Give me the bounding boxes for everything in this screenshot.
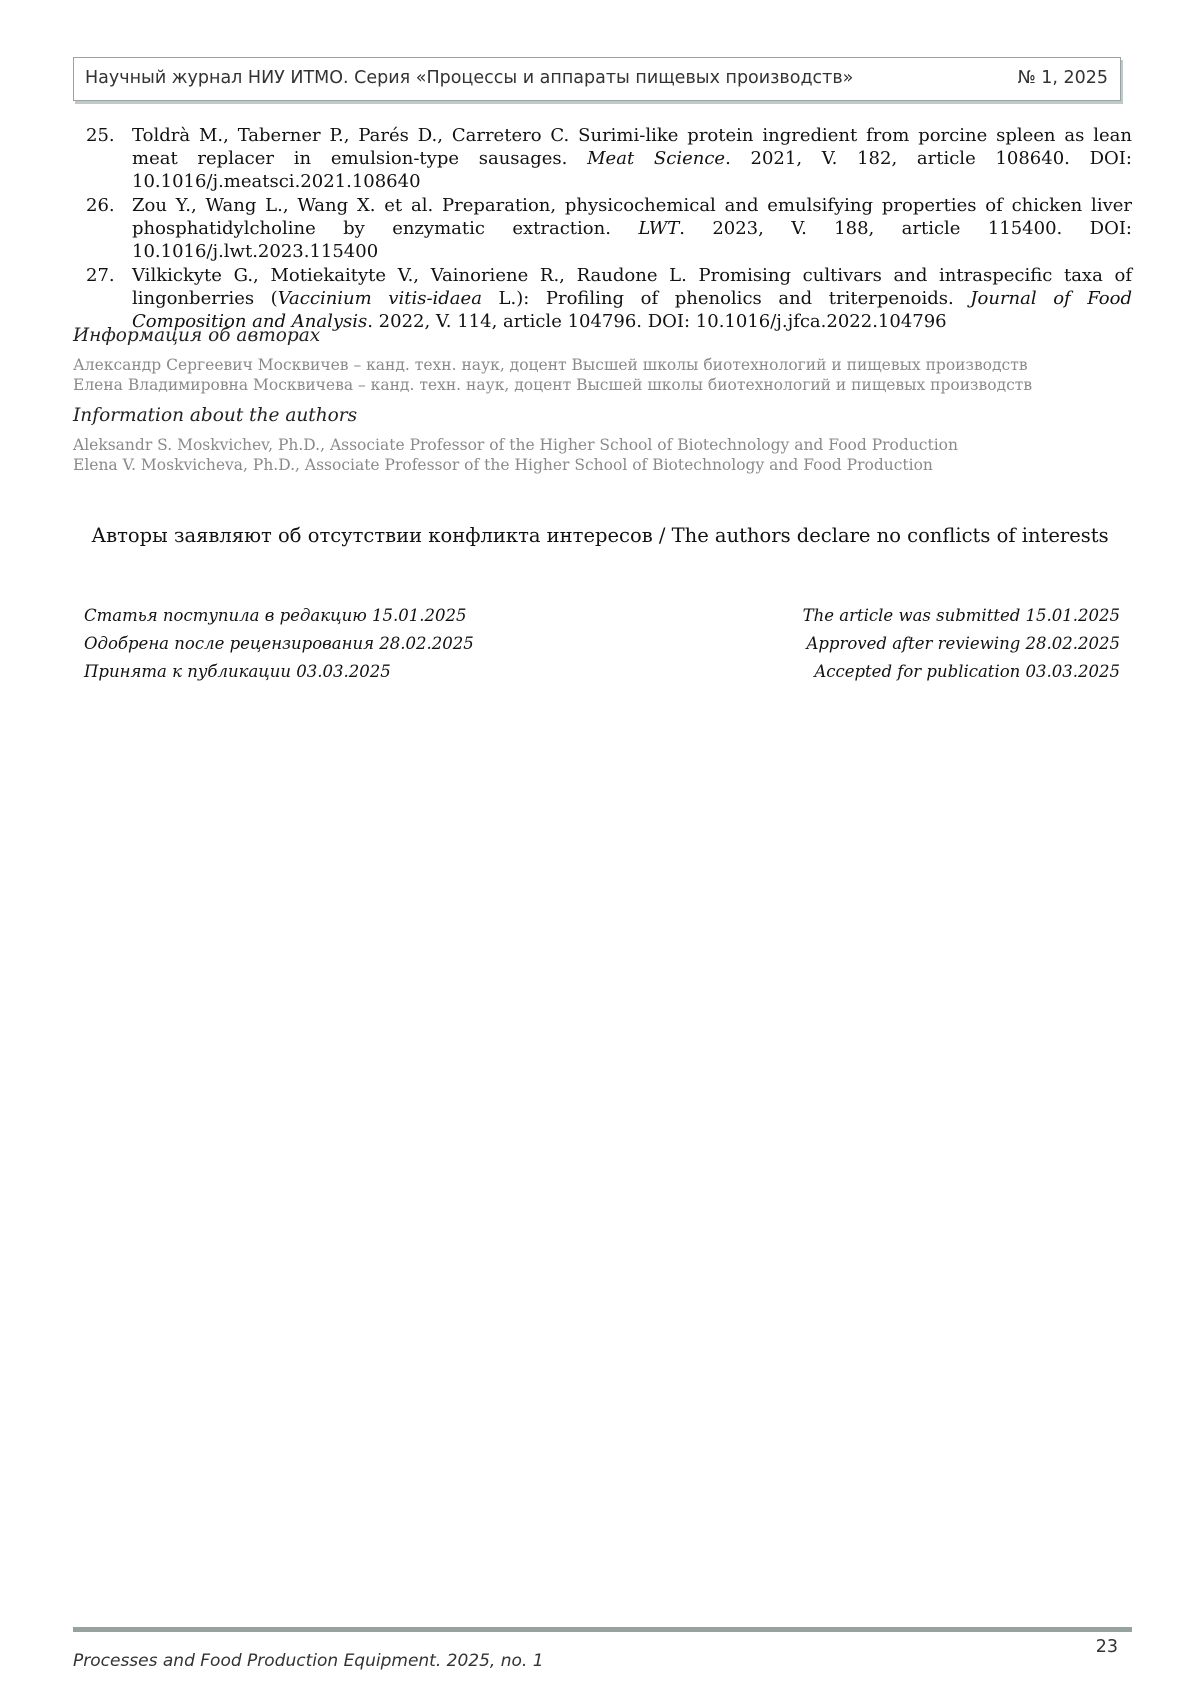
date-approved-ru: Одобрена после рецензирования 28.02.2025 [84,634,474,653]
journal-footer-title: Processes and Food Production Equipment. 2025, no. 1 [73,1651,544,1671]
article-dates-ru [84,602,474,686]
article-dates-en [803,602,1120,686]
running-header [73,57,1121,101]
date-approved-en: Approved after reviewing 28.02.2025 [806,634,1120,653]
date-accepted-ru: Принята к публикации 03.03.2025 [84,662,391,681]
reference-text: Vilkickyte G., Motiekaityte V., Vainoriene R., Raudone L. Promising cultivars and intraspecific taxa of lingonberries (Vaccinium vitis-idaea L.): Profiling of phenolics and triterpenoids. Journal of Food Composition and Analysis. 2022, V. 114, article 104796. DOI: 10.1016/j.jfca.2022.104796 [132,265,1132,332]
author-line-ru: Александр Сергеевич Москвичев – канд. техн. наук, доцент Высшей школы биотехнологий и пищевых производств [73,356,1028,374]
reference-text: Zou Y., Wang L., Wang X. et al. Preparation, physicochemical and emulsifying properties of chicken liver phosphatidylcholine by enzymatic extraction. LWT. 2023, V. 188, article 115400. DOI: 10.1016/j.lwt.2023.115400 [132,195,1132,262]
reference-list [86,124,1132,334]
journal-name: LWT [638,218,680,239]
reference-text: Toldrà M., Taberner P., Parés D., Carretero C. Surimi-like protein ingredient from porcine spleen as lean meat replacer in emulsion-type sausages. Meat Science. 2021, V. 182, article 108640. DOI: 10.1016/j.meatsci.2021.108640 [132,125,1132,192]
author-line-en: Elena V. Moskvicheva, Ph.D., Associate Professor of the Higher School of Biotechnology and Food Production [73,456,933,474]
date-submitted-ru: Статья поступила в редакцию 15.01.2025 [84,606,467,625]
issue-number: № 1, 2025 [1017,68,1108,88]
authors-info-title-ru: Информация об авторах [73,325,321,346]
footer-divider [73,1627,1132,1632]
journal-name: Meat Science [587,148,726,169]
journal-name: Journal of Food Composition and Analysis [132,288,1132,332]
date-accepted-en: Accepted for publication 03.03.2025 [814,662,1120,681]
reference-number: 27. [86,265,115,286]
authors-info-title-en: Information about the authors [73,405,358,426]
journal-series-title: Научный журнал НИУ ИТМО. Серия «Процессы и аппараты пищевых производств» [85,68,854,88]
author-line-ru: Елена Владимировна Москвичева – канд. техн. наук, доцент Высшей школы биотехнологий и пищевых производств [73,376,1033,394]
conflict-of-interest-statement: Авторы заявляют об отсутствии конфликта интересов / The authors declare no conflicts of interests [91,524,1109,547]
reference-item [86,264,1132,333]
author-line-en: Aleksandr S. Moskvichev, Ph.D., Associate Professor of the Higher School of Biotechnology and Food Production [73,436,958,454]
date-submitted-en: The article was submitted 15.01.2025 [802,606,1120,625]
reference-number: 25. [86,125,115,146]
reference-item [86,194,1132,263]
species-name: Vaccinium vitis-idaea [277,288,482,309]
page-number: 23 [1095,1637,1118,1657]
reference-number: 26. [86,195,115,216]
reference-item [86,124,1132,193]
